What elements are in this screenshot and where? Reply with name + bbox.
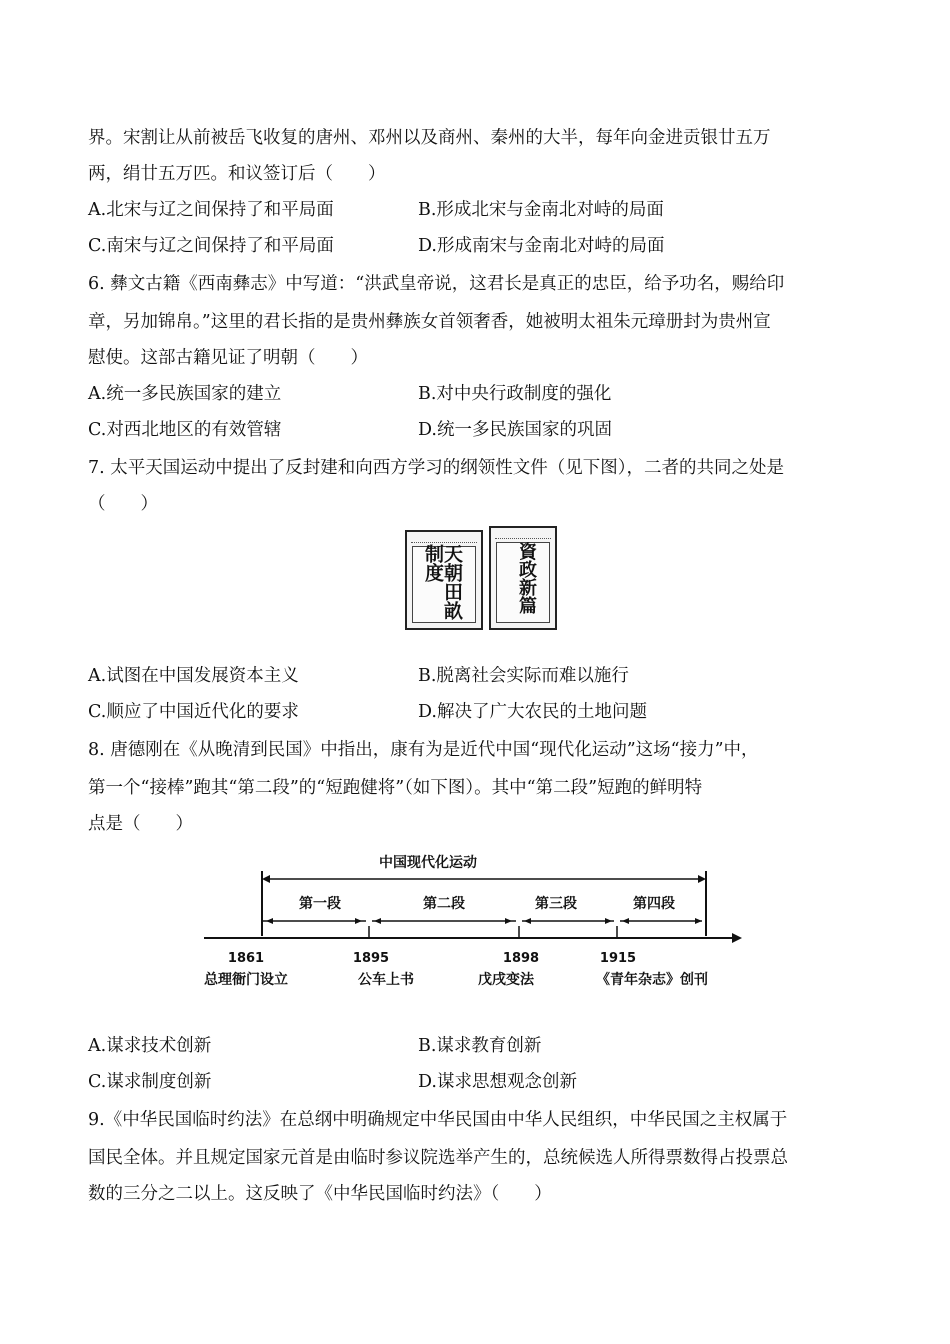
arrowhead-icon [524,918,531,924]
arrowhead-icon [374,918,381,924]
q5-option-b[interactable]: B.形成北宋与金南北对峙的局面 [418,200,664,220]
event-label-wuxu-bianfa: 戊戌变法 [478,972,534,988]
year-label-1915: 1915 [599,951,637,966]
q6-option-b[interactable]: B.对中央行政制度的强化 [418,384,612,404]
q7-option-c[interactable]: C.顺应了中国近代化的要求 [88,702,299,722]
q8-option-a[interactable]: A.谋求技术创新 [88,1036,212,1056]
q9-stem-line-2: 国民全体。并且规定国家元首是由临时参议院选举产生的，总统候选人所得票数得占投票总 [88,1148,788,1168]
arrowhead-icon [695,918,702,924]
q7-stem-line-2: （ ） [88,494,158,514]
timeline-title: 中国现代化运动 [379,855,477,871]
book1-title: 天朝田畝制度 [422,544,463,620]
arrowhead-left-icon [262,875,270,883]
segment-4-label: 第四段 [633,896,675,912]
q5-stem-line-1: 界。宋割让从前被岳飞收复的唐州、邓州以及商州、秦州的大半，每年向金进贡银廿五万 [88,128,771,148]
event-label-qingnian-zazhi: 《青年杂志》创刊 [596,972,708,988]
q8-stem-line-2: 第一个“接棒”跑其“第二段”的“短跑健将”（如下图）。其中“第二段”短跑的鲜明特 [88,778,703,798]
q7-figure-books [405,526,555,630]
q6-stem-line-1: 6. 彝文古籍《西南彝志》中写道：“洪武皇帝说，这君长是真正的忠臣，给予功名，赐给印 [88,274,785,294]
q6-stem-line-3: 慰使。这部古籍见证了明朝（ ） [88,348,368,368]
q5-stem-line-2: 两，绢廿五万匹。和议签订后（ ） [88,164,386,184]
q8-stem-line-3: 点是（ ） [88,814,193,834]
year-label-1895: 1895 [352,951,390,966]
arrowhead-icon [266,918,273,924]
q7-option-b[interactable]: B.脱离社会实际而难以施行 [418,666,629,686]
q6-stem-line-2: 章，另加锦帛。”这里的君长指的是贵州彝族女首领奢香，她被明太祖朱元璋册封为贵州宣 [88,312,771,332]
q5-option-a[interactable]: A.北宋与辽之间保持了和平局面 [88,200,334,220]
arrowhead-icon [622,918,629,924]
arrowhead-icon [605,918,612,924]
q8-option-d[interactable]: D.谋求思想观念创新 [418,1072,577,1092]
arrowhead-icon [505,918,512,924]
q9-stem-line-3: 数的三分之二以上。这反映了《中华民国临时约法》（ ） [88,1184,552,1204]
segment-1-label: 第一段 [299,896,341,912]
q6-option-c[interactable]: C.对西北地区的有效管辖 [88,420,282,440]
q7-option-a[interactable]: A.试图在中国发展资本主义 [88,666,299,686]
book-cover-strip [495,530,551,539]
q6-option-a[interactable]: A.统一多民族国家的建立 [88,384,282,404]
q7-option-d[interactable]: D.解决了广大农民的土地问题 [418,702,647,722]
q9-stem-line-1: 9.《中华民国临时约法》在总纲中明确规定中华民国由中华人民组织，中华民国之主权属于 [88,1110,788,1130]
axis-arrowhead-icon [732,933,742,943]
q8-option-c[interactable]: C.谋求制度创新 [88,1072,212,1092]
book-cover-strip [411,534,477,543]
arrowhead-icon [355,918,362,924]
year-label-1898: 1898 [502,951,540,966]
segment-2-label: 第二段 [423,896,465,912]
q5-option-d[interactable]: D.形成南宋与金南北对峙的局面 [418,236,665,256]
year-label-1861: 1861 [227,951,265,966]
book2-title: 資政新篇 [516,542,537,614]
q8-option-b[interactable]: B.谋求教育创新 [418,1036,542,1056]
book-tianchao-tianmu [405,530,483,630]
book-zizheng-xinpian [489,526,557,630]
q6-option-d[interactable]: D.统一多民族国家的巩固 [418,420,612,440]
segment-3-label: 第三段 [535,896,577,912]
event-label-zongli-yamen: 总理衙门设立 [204,972,288,988]
q5-option-c[interactable]: C.南宋与辽之间保持了和平局面 [88,236,334,256]
q8-timeline-figure [196,846,756,996]
arrowhead-right-icon [698,875,706,883]
q7-stem-line-1: 7. 太平天国运动中提出了反封建和向西方学习的纲领性文件（见下图），二者的共同之处是 [88,458,785,478]
event-label-gongche-shangshu: 公车上书 [358,972,414,988]
q8-stem-line-1: 8. 唐德刚在《从晚清到民国》中指出，康有为是近代中国“现代化运动”这场“接力”中， [88,740,759,760]
